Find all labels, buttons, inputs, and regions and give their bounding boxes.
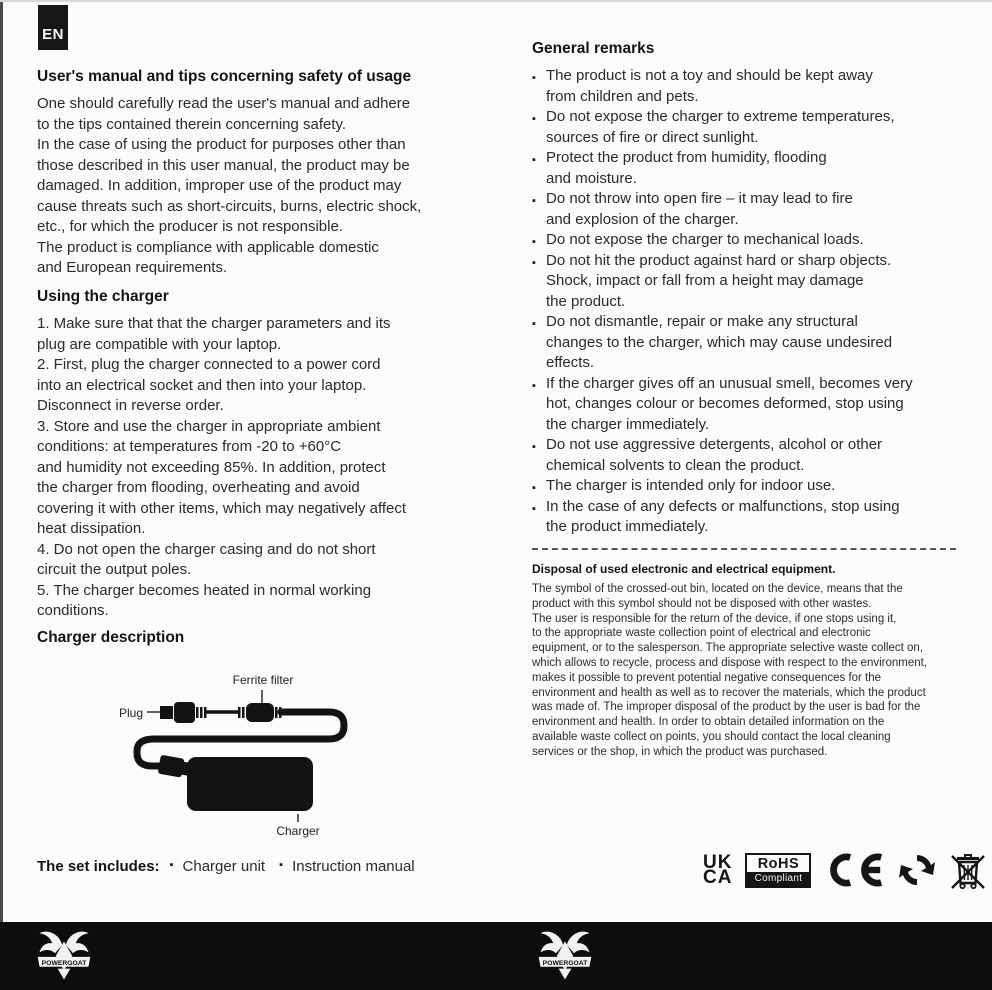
using-charger-steps: 1. Make sure that that the charger parameters and its plug are compatible with your laptop. 2. First, plug the charger connected to a power cord into an electrical socket and then into your laptop. Disconnect in reverse order. 3. Store and use the charger in appropriate ambient conditions: at temperatures from -20 to +60°C and humidity not exceeding 85%. In addition, protect the charger from flooding, overheating and avoid covering it with other items, which may negatively affect heat dissipation. 4. Do not open the charger casing and do not short circuit the output poles. 5. The charger becomes heated in normal working conditions. [37,315,407,619]
language-badge [38,5,68,50]
page-left-edge [0,2,3,924]
set-includes-items [170,858,429,875]
ukca-line1: UK [703,851,733,873]
recycle-icon [899,852,935,888]
general-remark-item: ▪ In the case of any defects or malfunctions, stop using the product immediately. [532,497,913,538]
intro-paragraph: One should carefully read the user's manual and adhere to the tips contained therein concerning safety. In the case of using the product for purposes other than those described in this user manual, the product may be damaged. In addition, improper use of the product may cause threats such as short-circuits, burns, electric shock, etc., for which the producer is not responsible. The product is compliance with applicable domestic and European requirements. [37,95,422,276]
ce-mark-icon [824,853,886,887]
rohs-compliant-label: Compliant [747,872,809,886]
general-remark-item: ▪ Do not hit the product against hard or sharp objects. Shock, impact or fall from a height may damage the product. [532,251,913,313]
set-includes-row [37,858,429,875]
general-remark-item: ▪ The product is not a toy and should be kept away from children and pets. [532,66,913,107]
powergoat-logo-text: POWERGOAT [542,959,588,967]
ukca-line2: CA [703,867,733,888]
left-column-title: User's manual and tips concerning safety of usage [37,68,412,85]
general-remarks-heading: General remarks [532,40,655,57]
general-remark-item: ▪ If the charger gives off an unusual smell, becomes very hot, changes colour or becomes deformed, stop using the charger immediately. [532,374,913,436]
ferrite-filter-label: Ferrite filter [232,673,294,687]
set-includes-label: The set includes: [37,858,160,875]
weee-crossed-bin-icon [948,850,988,890]
general-remark-item: ▪ Do not use aggressive detergents, alcohol or other chemical solvents to clean the product. [532,435,913,476]
dc-connector-icon [158,755,191,779]
general-remark-item: ▪ Do not dismantle, repair or make any structural changes to the charger, which may cause undesired effects. [532,312,913,374]
general-remark-item: ▪ Do not expose the charger to mechanical loads. [532,230,913,251]
charger-brick-icon [187,757,313,811]
language-badge-label: EN [42,26,64,43]
dashed-divider [532,548,956,550]
plug-label: Plug [119,706,144,720]
charger-description-heading: Charger description [37,629,185,646]
powergoat-logo-text: POWERGOAT [41,959,87,967]
using-charger-heading: Using the charger [37,288,169,305]
disposal-heading: Disposal of used electronic and electrical equipment. [532,562,836,576]
general-remark-item: ▪ The charger is intended only for indoor use. [532,476,913,497]
plug-icon [160,702,207,723]
footer-bar [0,922,992,990]
certification-marks [703,850,988,890]
powergoat-logo [35,926,93,984]
general-remark-item: ▪ Do not throw into open fire – it may lead to fire and explosion of the charger. [532,189,913,230]
charger-diagram [33,662,493,844]
set-includes-item: ▪ Charger unit [170,858,266,875]
ferrite-filter-icon [238,703,282,722]
set-includes-item: ▪ Instruction manual [279,858,415,875]
ukca-mark [703,851,733,888]
disposal-paragraph: The symbol of the crossed-out bin, located on the device, means that the product with this symbol should not be disposed with other wastes. The user is responsible for the return of the device, if one stops using it, to the appropriate waste collection point of electrical and electronic equipment, or to the salesperson. The appropriate selective waste collect on, which allows to recycle, process and dispose with respect to the environment, makes it possible to prevent potential negative consequences for the environment and health as well as to recover the materials, which the product was made of. The improper disposal of the product by the user is bad for the environment and health. In order to obtain detailed information on the available waste collect on points, you should contact the local cleaning services or the shop, in which the product was purchased. [532,583,928,758]
general-remarks-list [532,66,913,538]
rohs-label: RoHS [757,855,800,872]
charger-label: Charger [276,824,320,838]
rohs-mark [745,853,811,888]
general-remark-item: ▪ Protect the product from humidity, flooding and moisture. [532,148,913,189]
general-remark-item: ▪ Do not expose the charger to extreme temperatures, sources of fire or direct sunlight. [532,107,913,148]
powergoat-logo [536,926,594,984]
